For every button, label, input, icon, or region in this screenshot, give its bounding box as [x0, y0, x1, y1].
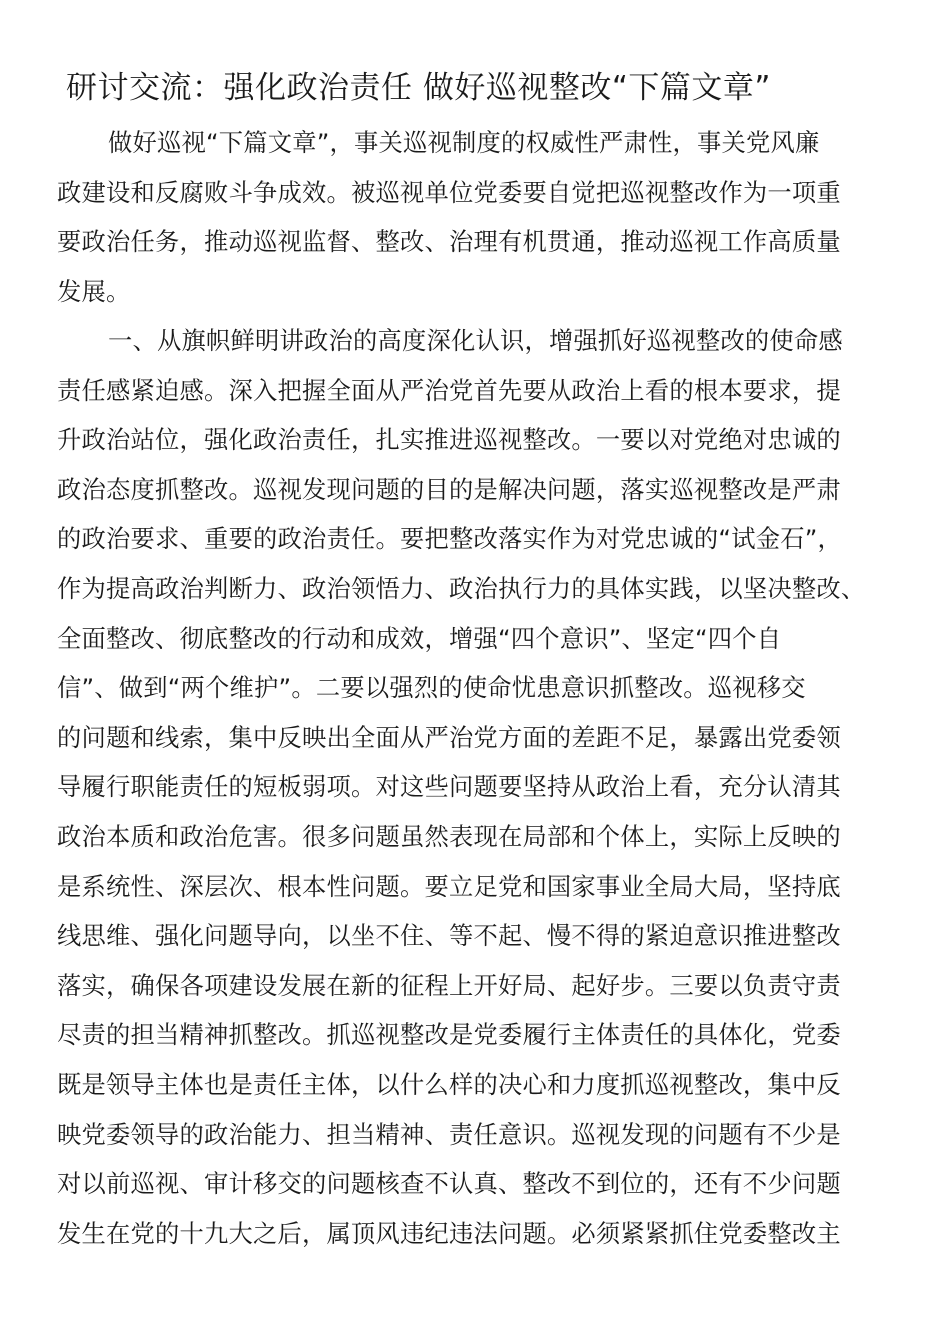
paragraph-line: 既是领导主体也是责任主体，以什么样的决心和力度抓巡视整改，集中反 [57, 1069, 841, 1099]
paragraph-line: 发生在党的十九大之后，属顶风违纪违法问题。必须紧紧抓住党委整改主 [57, 1218, 841, 1248]
paragraph-line: 要政治任务，推动巡视监督、整改、治理有机贯通，推动巡视工作高质量 [57, 227, 841, 257]
paragraph-line: 发展。 [57, 276, 131, 306]
paragraph-line: 的问题和线索，集中反映出全面从严治党方面的差距不足，暴露出党委领 [57, 722, 841, 752]
paragraph-line: 责任感紧迫感。深入把握全面从严治党首先要从政治上看的根本要求，提 [57, 375, 841, 405]
paragraph-line: 对以前巡视、审计移交的问题核查不认真、整改不到位的，还有不少问题 [57, 1169, 841, 1199]
paragraph-line: 政治本质和政治危害。很多问题虽然表现在局部和个体上，实际上反映的 [57, 821, 841, 851]
paragraph-line: 的政治要求、重要的政治责任。要把整改落实作为对党忠诚的“试金石”， [57, 524, 842, 554]
paragraph-intro [57, 118, 897, 316]
paragraph-line: 作为提高政治判断力、政治领悟力、政治执行力的具体实践，以坚决整改、 [57, 573, 866, 603]
paragraph-line: 线思维、强化问题导向，以坐不住、等不起、慢不得的紧迫意识推进整改 [57, 921, 841, 951]
paragraph-line: 升政治站位，强化政治责任，扎实推进巡视整改。一要以对党绝对忠诚的 [57, 425, 841, 455]
paragraph-line: 尽责的担当精神抓整改。抓巡视整改是党委履行主体责任的具体化，党委 [57, 1020, 841, 1050]
paragraph-line: 是系统性、深层次、根本性问题。要立足党和国家事业全局大局，坚持底 [57, 871, 841, 901]
paragraph-section-one [57, 316, 897, 1258]
paragraph-line: 落实，确保各项建设发展在新的征程上开好局、起好步。三要以负责守责 [57, 970, 841, 1000]
paragraph-line: 信”、做到“两个维护”。二要以强烈的使命忧患意识抓整改。巡视移交 [57, 673, 806, 703]
paragraph-line: 一、从旗帜鲜明讲政治的高度深化认识，增强抓好巡视整改的使命感 [108, 326, 843, 355]
document-title: 研讨交流：强化政治责任 做好巡视整改“下篇文章” [66, 70, 771, 106]
paragraph-line: 全面整改、彻底整改的行动和成效，增强“四个意识”、坚定“四个自 [57, 623, 782, 653]
paragraph-line: 映党委领导的政治能力、担当精神、责任意识。巡视发现的问题有不少是 [57, 1119, 841, 1149]
paragraph-line: 做好巡视“下篇文章”，事关巡视制度的权威性严肃性，事关党风廉 [108, 128, 820, 157]
paragraph-line: 政治态度抓整改。巡视发现问题的目的是解决问题，落实巡视整改是严肃 [57, 474, 841, 504]
paragraph-line: 导履行职能责任的短板弱项。对这些问题要坚持从政治上看，充分认清其 [57, 772, 841, 802]
paragraph-line: 政建设和反腐败斗争成效。被巡视单位党委要自觉把巡视整改作为一项重 [57, 177, 841, 207]
